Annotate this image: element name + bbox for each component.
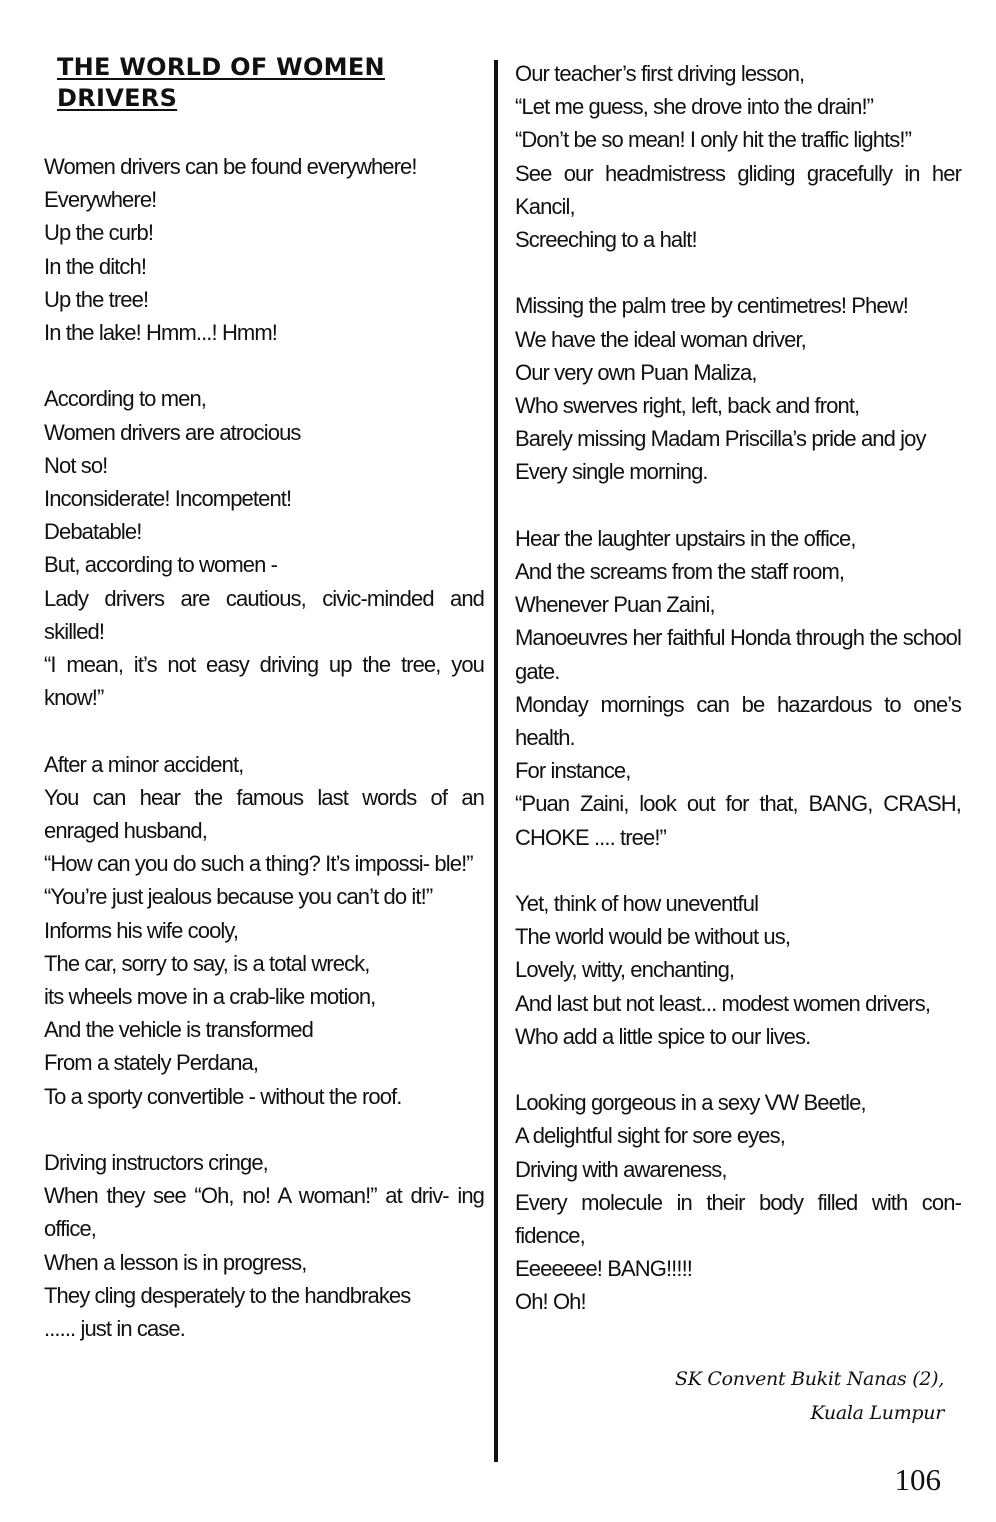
stanza [44,1146,484,1345]
poem-line: The world would be without us, [515,924,791,950]
poem-line: ...... just in case. [44,1316,185,1342]
stanza [515,887,961,1053]
poem-title [57,52,437,114]
poem-line: When a lesson is in progress, [44,1249,307,1275]
poem-line: Every molecule in their body filled with con- fidence, [515,1189,961,1249]
poem-line: Women drivers can be found everywhere! [44,154,417,179]
poem-line: Informs his wife cooly, [44,917,239,943]
poem-line: See our headmistress gliding gracefully in her Kancil, [515,160,961,219]
poem-line: In the ditch! [44,253,147,279]
poem-line: Monday mornings can be hazardous to one’s health. [515,691,961,751]
poem-line: They cling desperately to the handbrakes [44,1282,411,1308]
poem-line: We have the ideal woman driver, [515,326,806,352]
poem-line: Whenever Puan Zaini, [515,592,715,618]
poem-line: Debatable! [44,519,142,545]
stanza [44,382,484,714]
poem-line: And the vehicle is transformed [44,1017,313,1043]
poem-line: Lady drivers are cautious, civic-minded and skilled! [44,585,484,644]
column-divider [494,60,498,1462]
poem-line: Every single morning. [515,459,708,485]
poem-line: Up the curb! [44,220,154,246]
poem-line: Up the tree! [44,286,149,312]
poem-line: Eeeeeee! BANG!!!!! [515,1256,693,1282]
poem-line: Who swerves right, left, back and front, [515,393,860,419]
poem-line: Everywhere! [44,187,157,213]
poem-line: The car, sorry to say, is a total wreck, [44,950,370,976]
poem-line: Our teacher’s first driving lesson, [515,61,805,86]
stanza [515,289,961,488]
stanza [44,748,484,1113]
stanza [515,57,961,256]
poem-line: its wheels move in a crab-like motion, [44,984,376,1010]
poem-line: Women drivers are atrocious [44,419,301,445]
poem-line: Barely missing Madam Priscilla’s pride and joy [515,426,926,452]
poem-line: From a stately Perdana, [44,1050,259,1076]
poem-line: Driving instructors cringe, [44,1150,268,1176]
poem-line: Not so! [44,452,108,478]
poem-line: For instance, [515,758,631,784]
poem-line: And the screams from the staff room, [515,559,845,585]
poem-line: “Don’t be so mean! I only hit the traffic lights!” [515,127,912,153]
poem-line: “Let me guess, she drove into the drain!” [515,94,874,120]
right-column [515,57,961,1319]
poem-line: In the lake! Hmm...! Hmm! [44,320,277,346]
poem-line: “I mean, it’s not easy driving up the tree, you know!” [44,652,484,711]
poem-line: A delightful sight for sore eyes, [515,1123,785,1149]
poem-line: Yet, think of how uneventful [515,891,759,917]
poem-line: Our very own Puan Maliza, [515,359,757,385]
signature-school: SK Convent Bukit Nanas (2), [675,1368,944,1390]
poem-line: Lovely, witty, enchanting, [515,957,735,983]
poem-line: According to men, [44,386,207,412]
poem-line: But, according to women - [44,552,278,578]
poem-line: When they see “Oh, no! A woman!” at driv- ing office, [44,1183,484,1242]
poem-title-line: DRIVERS [57,84,178,112]
poem-line: Looking gorgeous in a sexy VW Beetle, [515,1090,866,1116]
poem-line: You can hear the famous last words of an enraged husband, [44,784,484,844]
poem-line: To a sporty convertible - without the roof. [44,1083,402,1109]
poem-title-line: THE WORLD OF WOMEN [57,53,385,81]
poem-line: Manoeuvres her faithful Honda through the school gate. [515,625,961,684]
signature-city: Kuala Lumpur [810,1402,944,1424]
stanza [515,522,961,854]
poem-line: “How can you do such a thing? It’s impossi- ble!” [44,851,473,877]
poem-line: Who add a little spice to our lives. [515,1023,811,1049]
poem-line: “You’re just jealous because you can’t do it!” [44,884,433,910]
poem-line: And last but not least... modest women drivers, [515,990,931,1016]
poem-line: After a minor accident, [44,751,244,777]
stanza [44,150,484,349]
poem-line: Oh! Oh! [515,1289,586,1315]
page-number: 106 [894,1462,941,1497]
poem-line: Missing the palm tree by centimetres! Phew! [515,293,908,319]
poem-line: Screeching to a halt! [515,227,697,253]
poem-line: Hear the laughter upstairs in the office, [515,525,856,551]
poem-line: Inconsiderate! Incompetent! [44,486,292,512]
left-column [44,150,484,1345]
poem-line: Driving with awareness, [515,1156,727,1182]
poem-line: “Puan Zaini, look out for that, BANG, CRASH, CHOKE .... tree!” [515,791,961,850]
stanza [515,1086,961,1318]
school-signature [675,1362,944,1430]
